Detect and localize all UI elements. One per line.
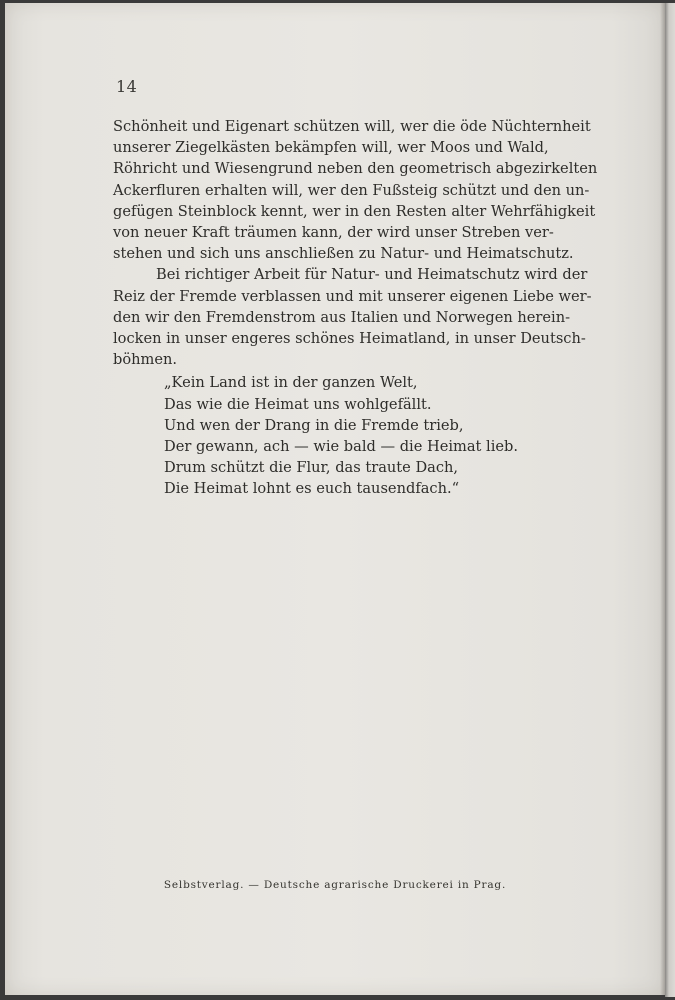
publisher-imprint: Selbstverlag. — Deutsche agrarische Druckerei in Prag. bbox=[163, 879, 507, 891]
poem-line: Und wen der Drang in die Fremde trieb, bbox=[164, 416, 464, 434]
body-text bbox=[113, 116, 598, 500]
text-line: von neuer Kraft träumen kann, der wird unser Streben ver- bbox=[113, 224, 554, 242]
poem-line: Drum schützt die Flur, das traute Dach, bbox=[164, 459, 459, 477]
poem-quote bbox=[113, 372, 545, 499]
text-line: Bei richtiger Arbeit für Natur- und Heimatschutz wird der bbox=[156, 266, 588, 284]
text-line: Schönheit und Eigenart schützen will, wer die öde Nüchternheit bbox=[113, 118, 591, 135]
text-line: den wir den Fremdenstrom aus Italien und Norwegen herein- bbox=[113, 308, 571, 326]
text-line: böhmen. bbox=[113, 351, 178, 369]
text-line: Ackerfluren erhalten will, wer den Fußsteig schützt und den un- bbox=[113, 181, 590, 199]
book-page bbox=[5, 3, 665, 995]
poem-line: Das wie die Heimat uns wohlgefällt. bbox=[164, 395, 432, 413]
poem-line: „Kein Land ist in der ganzen Welt, bbox=[164, 374, 418, 392]
page-number: 14 bbox=[116, 77, 138, 96]
text-line: gefügen Steinblock kennt, wer in den Resten alter Wehrfähigkeit bbox=[113, 202, 596, 220]
poem-line: Der gewann, ach — wie bald — die Heimat lieb. bbox=[164, 438, 519, 456]
text-line: stehen und sich uns anschließen zu Natur- und Heimatschutz. bbox=[113, 245, 574, 263]
text-line: Röhricht und Wiesengrund neben den geometrisch abgezirkelten bbox=[113, 160, 598, 178]
paragraph-1 bbox=[113, 116, 598, 264]
text-line: locken in unser engeres schönes Heimatland, in unser Deutsch- bbox=[113, 330, 586, 348]
poem-line: Die Heimat lohnt es euch tausendfach.“ bbox=[164, 480, 460, 498]
text-line: Reiz der Fremde verblassen und mit unserer eigenen Liebe wer- bbox=[113, 287, 592, 305]
text-line: unserer Ziegelkästen bekämpfen will, wer Moos und Wald, bbox=[113, 139, 549, 157]
next-page-edge bbox=[665, 3, 675, 997]
paragraph-2 bbox=[113, 264, 592, 370]
